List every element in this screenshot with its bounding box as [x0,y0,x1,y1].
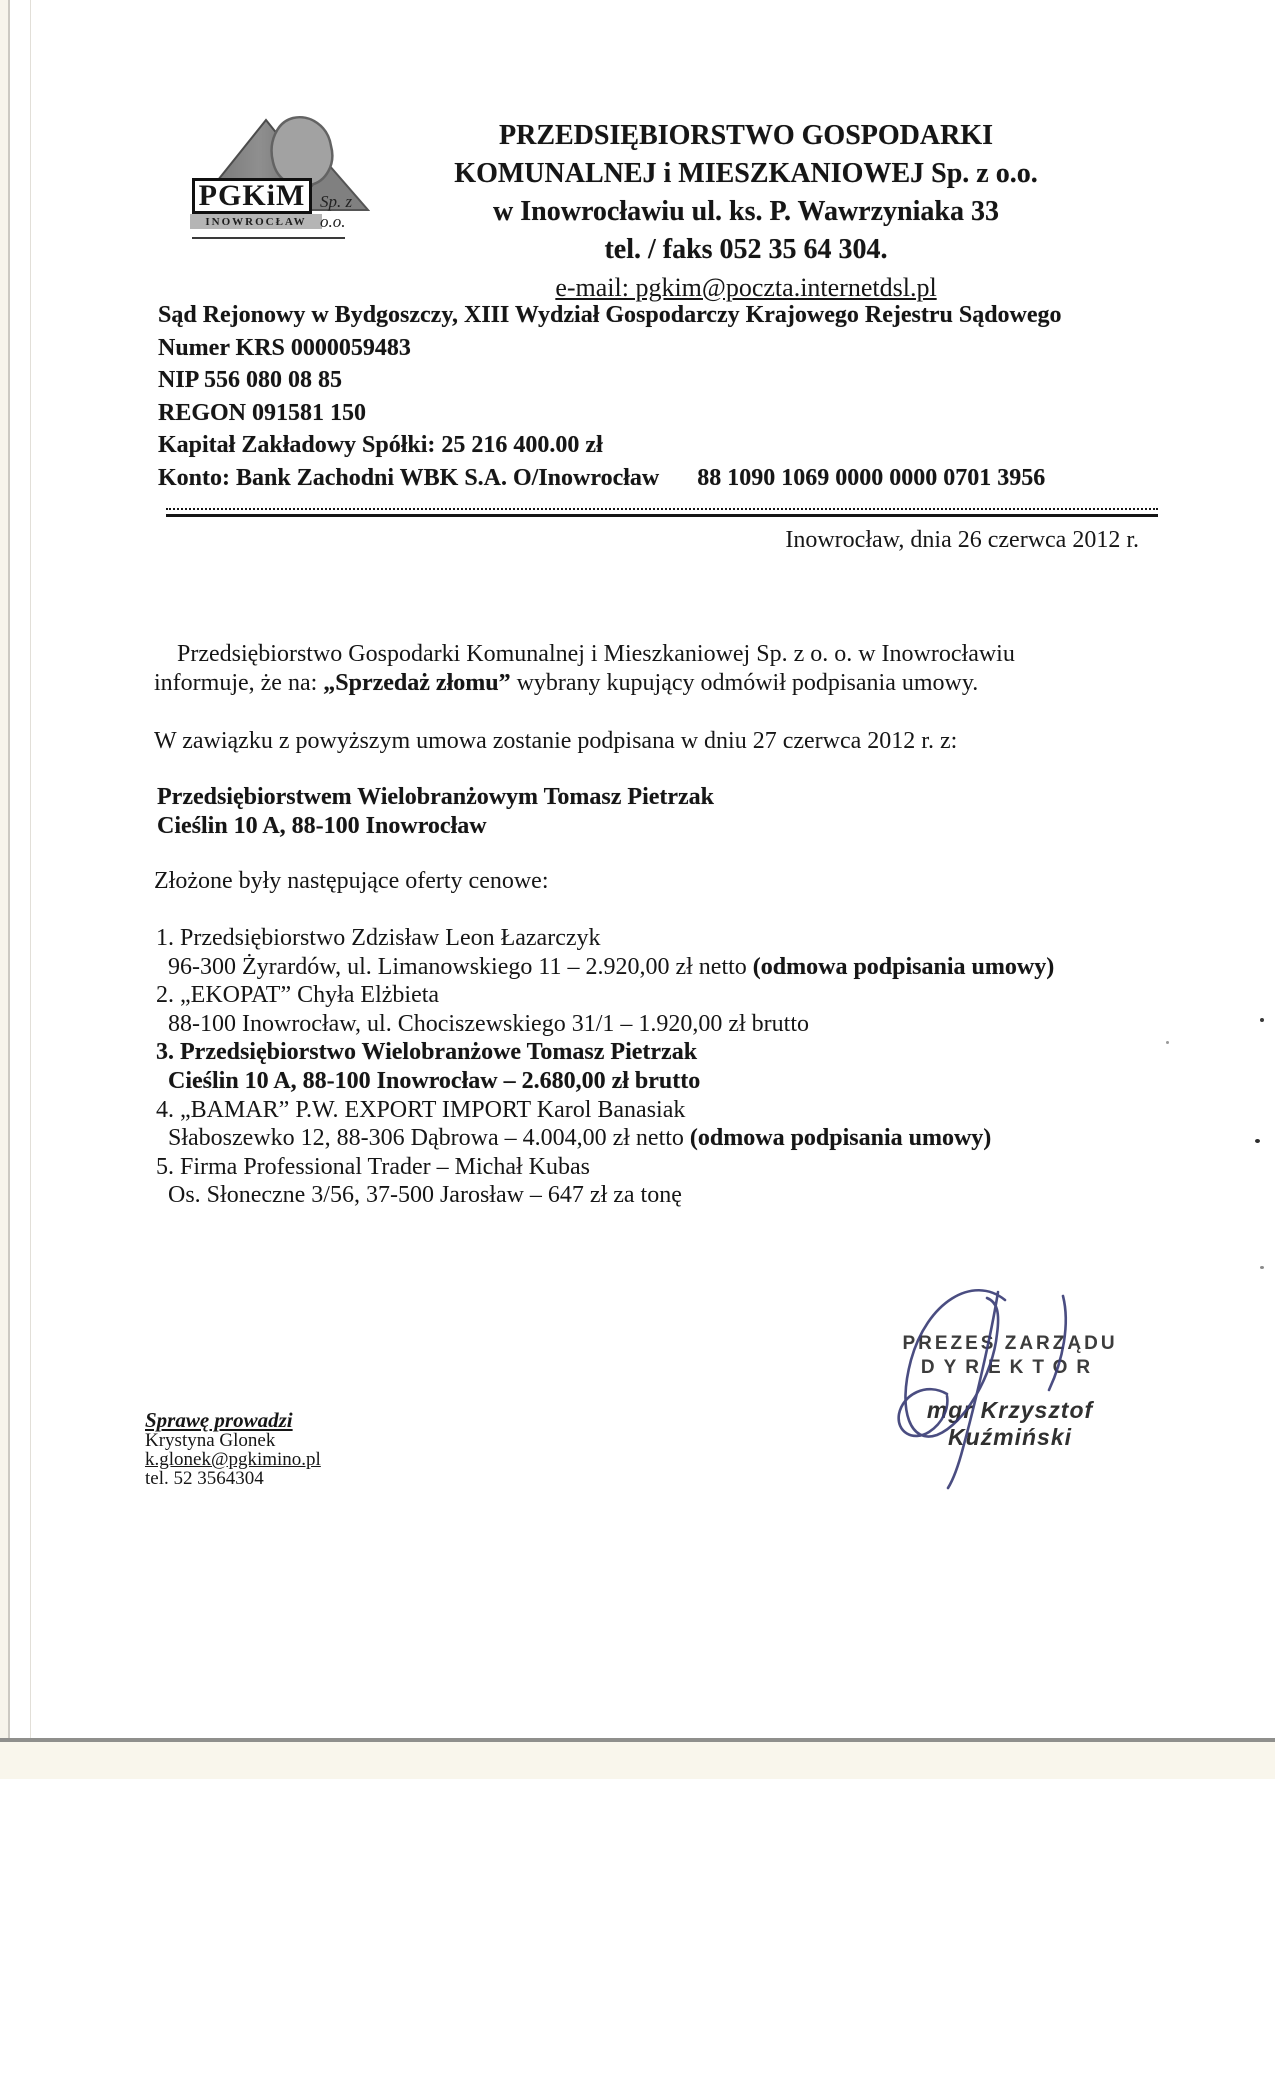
list-item: 3. Przedsiębiorstwo Wielobranżowe Tomasz Pietrzak Cieślin 10 A, 88-100 Inowrocław – 2.680,00 zł brutto [156,1039,701,1094]
list-item: 5. Firma Professional Trader – Michał Kubas Os. Słoneczne 3/56, 37-500 Jarosław – 647 zł za tonę [156,1153,682,1209]
selected-contractor-block [157,783,714,841]
company-address: w Inowrocławiu ul. ks. P. Wawrzyniaka 33 [493,196,999,227]
stamp-signer-name: mgr Krzysztof Kuźmiński [926,1397,1094,1450]
letterhead [378,117,1114,307]
scan-left-strip [0,0,8,1742]
krs-number: Numer KRS 0000059483 [158,334,411,361]
dust-speck [1260,1266,1264,1269]
paragraph-announcement [154,640,1104,698]
regon-number: REGON 091581 150 [158,399,367,426]
logo-underline [192,237,345,239]
case-handler-heading: Sprawę prowadzi [145,1408,293,1432]
selected-contractor-name: Przedsiębiorstwem Wielobranżowym Tomasz Pietrzak [157,784,715,810]
company-email: e-mail: pgkim@poczta.internetdsl.pl [555,273,937,302]
handwritten-signature [855,1262,1125,1512]
dust-speck [1260,1018,1264,1022]
registry-court: Sąd Rejonowy w Bydgoszczy, XIII Wydział Gospodarczy Krajowego Rejestru Sądowego [158,302,1062,328]
procurement-title: „Sprzedaż złomu” [323,670,511,696]
case-handler-email: k.glonek@pgkimino.pl [145,1449,321,1470]
list-item: 4. „BAMAR” P.W. EXPORT IMPORT Karol Banasiak Słaboszewko 12, 88-306 Dąbrowa – 4.004,00 zł netto (odmowa podpisania umowy) [156,1096,992,1152]
company-name-line2: KOMUNALNEJ i MIESZKANIOWEJ Sp. z o.o. [454,158,1038,189]
scan-left-faint-line [30,0,31,1742]
share-capital: Kapitał Zakładowy Spółki: 25 216 400.00 zł [158,432,603,458]
company-phone: tel. / faks 052 35 64 304. [604,234,888,265]
logo-wordmark: PGKiM [192,178,312,214]
offers-list [156,924,1146,1210]
scan-left-edge-line [8,0,10,1742]
bank-account-label: Konto: Bank Zachodni WBK S.A. O/Inowrocław [158,464,660,491]
selected-contractor-address: Cieślin 10 A, 88-100 Inowrocław [157,813,487,839]
company-registration-block [158,299,1168,494]
scanner-background-band [0,1742,1275,1779]
stamp-title-line1: PREZES ZARZĄDU [902,1333,1118,1354]
case-handler-name: Krystyna Glonek [145,1430,276,1451]
list-item: 2. „EKOPAT” Chyła Elżbieta 88-100 Inowrocław, ul. Chociszewskiego 31/1 – 1.920,00 zł brutto [156,982,810,1037]
offers-intro: Złożone były następujące oferty cenowe: [154,868,549,894]
company-name-line1: PRZEDSIĘBIORSTWO GOSPODARKI [499,120,993,151]
list-item: 1. Przedsiębiorstwo Zdzisław Leon Łazarczyk 96-300 Żyrardów, ul. Limanowskiego 11 – 2.920,00 zł netto (odmowa podpisania umowy) [156,925,1055,980]
paragraph-announcement-line1: Przedsiębiorstwo Gospodarki Komunalnej i Mieszkaniowej Sp. z o. o. w Inowrocławiu [177,641,1015,667]
paragraph-contract-date: W zawiązku z powyższym umowa zostanie podpisana w dniu 27 czerwca 2012 r. z: [154,728,958,754]
stamp-title-line2: DYREKTOR [920,1357,1100,1378]
paragraph-announcement-line2: informuje, że na: „Sprzedaż złomu” wybrany kupujący odmówił podpisania umowy. [154,670,979,696]
dust-speck [1166,1041,1169,1044]
logo-suffix: Sp. z o.o. [320,192,353,231]
date-line: Inowrocław, dnia 26 czerwca 2012 r. [785,527,1139,553]
case-handler-block [145,1410,321,1488]
case-handler-phone: tel. 52 3564304 [145,1468,264,1489]
dotted-separator [166,508,1158,517]
logo-city-label: INOWROCŁAW [190,214,322,229]
bank-account-number: 88 1090 1069 0000 0000 0701 3956 [697,464,1046,491]
bank-account-line [158,462,1168,495]
company-logo [190,112,370,242]
nip-number: NIP 556 080 08 85 [158,367,343,393]
dust-speck [1255,1139,1260,1143]
